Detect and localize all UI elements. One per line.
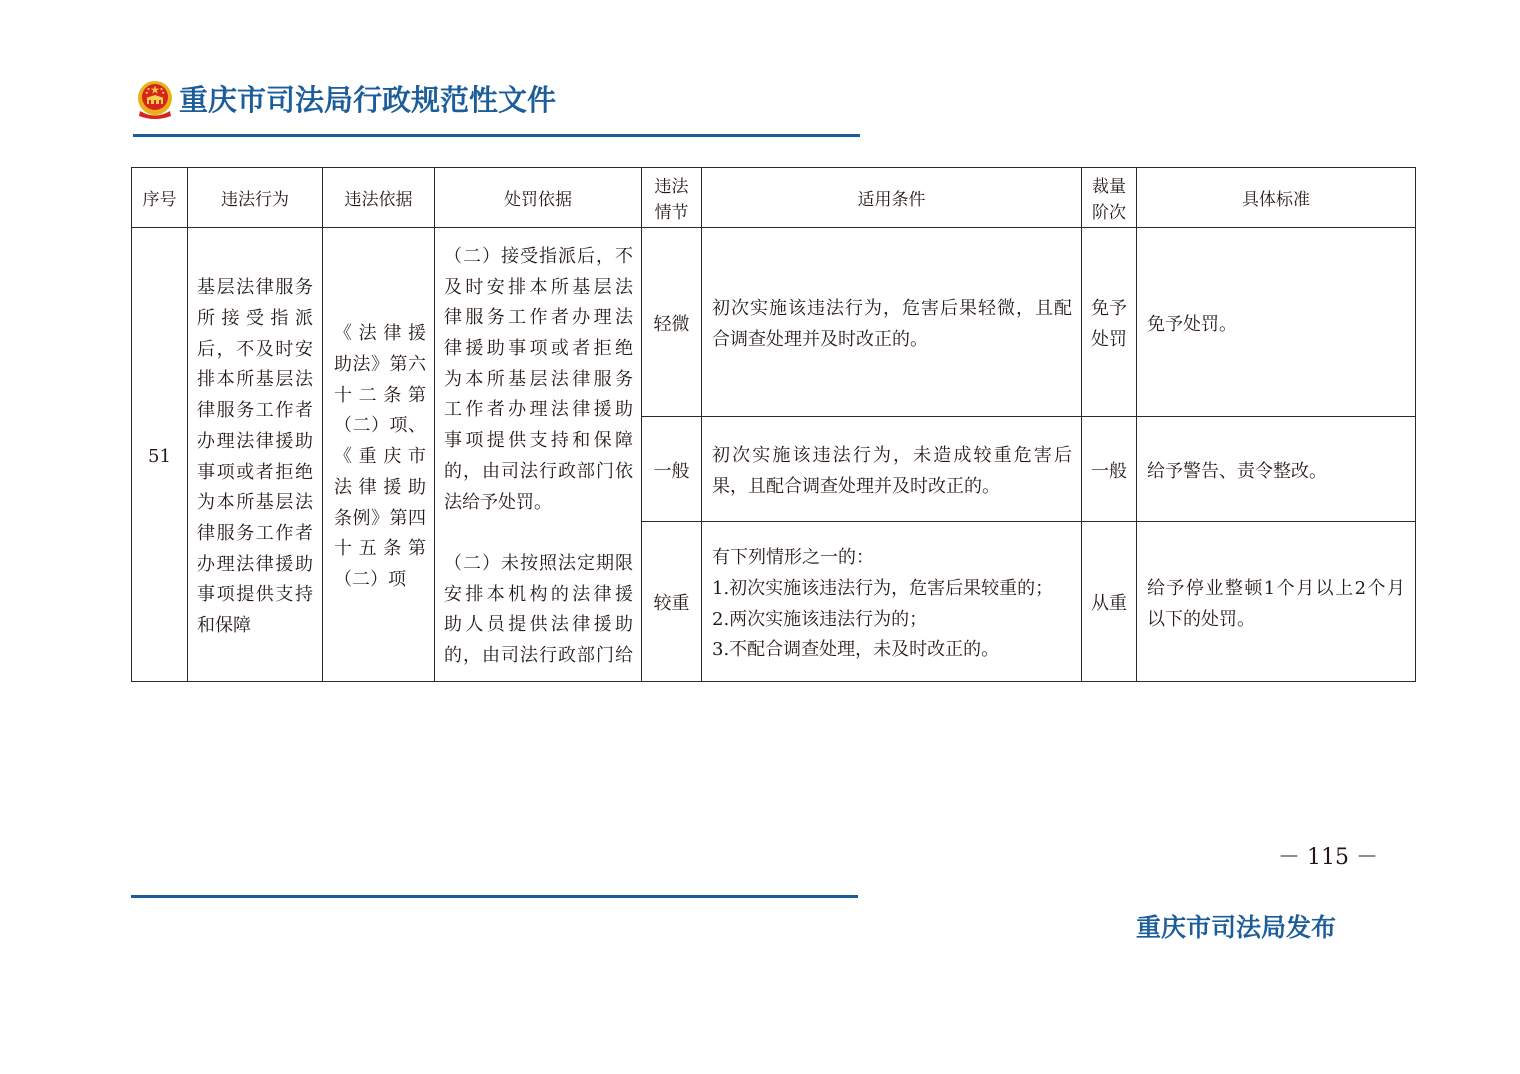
header-penalty-basis-label: 处罚依据 [504, 189, 572, 210]
behavior-cell [187, 227, 323, 682]
header-conditions-label: 适用条件 [857, 189, 926, 210]
penalty-basis-line: 工作者办理法律援助 [444, 399, 633, 421]
header-level-line: 阶次 [1092, 202, 1126, 223]
header-level-line: 裁量 [1092, 176, 1126, 197]
conditions-line: 果，且配合调查处理并及时改正的。 [712, 476, 1000, 497]
penalty-basis-line: 的，由司法行政部门给 [444, 644, 633, 666]
behavior-line: 律服务工作者 [197, 400, 313, 422]
behavior-line: 办理法律援助 [197, 553, 313, 575]
conditions-line: 有下列情形之一的： [712, 547, 874, 569]
conditions-line: 初次实施该违法行为，未造成较重危害后 [712, 445, 1072, 467]
penalty-basis-paragraph [444, 242, 633, 518]
entry-seq: 51 [148, 446, 171, 468]
basis-line: （二）项、 [334, 415, 426, 437]
behavior-text [197, 273, 313, 641]
grade-2-level [1081, 416, 1137, 522]
behavior-line: 为本所基层法 [197, 492, 313, 514]
penalty-discretion-table [131, 167, 1416, 682]
publisher: 重庆市司法局发布 [1136, 913, 1337, 942]
standard-text [1147, 310, 1405, 341]
behavior-line: 办理法律援助 [197, 430, 313, 452]
circumstance-label: 一般 [653, 460, 690, 482]
standard-line: 给予停业整顿1个月以上2个月 [1147, 577, 1405, 599]
header-basis-label: 违法依据 [344, 189, 413, 210]
header-basis [322, 167, 435, 228]
header-behavior [187, 167, 323, 228]
behavior-line: 和保障 [197, 614, 251, 636]
penalty-basis-line: 及时安排本所基层法 [444, 276, 633, 298]
standard-text [1147, 574, 1405, 635]
level-line: 免予 [1091, 298, 1127, 320]
penalty-basis-paragraph [444, 549, 633, 672]
basis-line: 条例》第四 [334, 507, 426, 529]
conditions-text [712, 294, 1072, 355]
grade-1-level [1081, 227, 1137, 417]
header-conditions [701, 167, 1082, 228]
penalty-basis-line: （二）接受指派后，不 [444, 246, 633, 267]
penalty-basis-line: 为本所基层法律服务 [444, 368, 633, 390]
circumstance-label: 较重 [653, 593, 690, 615]
behavior-line: 律服务工作者 [197, 522, 313, 544]
grade-1-circumstance [641, 227, 702, 417]
footer-rule [131, 895, 858, 898]
basis-line: 法律援助 [334, 476, 426, 498]
penalty-basis-line: 事项提供支持和保障 [444, 430, 633, 452]
header-seq [131, 167, 188, 228]
level-line: 一般 [1091, 460, 1127, 482]
conditions-line: 2.两次实施该违法行为的； [712, 608, 928, 630]
header-level [1081, 167, 1137, 228]
header-rule [133, 134, 860, 137]
conditions-line: 1.初次实施该违法行为，危害后果较重的； [712, 577, 1054, 599]
penalty-basis-line: 助人员提供法律援助 [444, 614, 633, 636]
level-line: 从重 [1091, 593, 1127, 615]
header-penalty-basis [434, 167, 642, 228]
penalty-basis-line: 律援助事项或者拒绝 [444, 338, 633, 360]
header-circumstance [641, 167, 702, 228]
penalty-basis-cell [434, 227, 642, 682]
behavior-line: 事项或者拒绝 [197, 461, 313, 483]
basis-line: 《重庆市 [334, 446, 426, 468]
grade-3-standard [1136, 521, 1416, 682]
conditions-text [712, 441, 1072, 502]
behavior-line: 后，不及时安 [197, 338, 313, 360]
grade-2-standard [1136, 416, 1416, 522]
penalty-basis-text [444, 242, 633, 672]
header-standard [1136, 167, 1416, 228]
entry-seq-cell [131, 227, 188, 682]
penalty-basis-line: 安排本机构的法律援 [444, 583, 633, 605]
grade-2-conditions [701, 416, 1082, 522]
standard-line: 以下的处罚。 [1147, 608, 1255, 630]
penalty-basis-line: 法给予处罚。 [444, 491, 552, 513]
penalty-basis-line: 律服务工作者办理法 [444, 307, 633, 329]
conditions-line: 初次实施该违法行为，危害后果轻微，且配 [712, 298, 1072, 320]
behavior-line: 所接受指派 [197, 308, 313, 330]
grade-3-circumstance [641, 521, 702, 682]
conditions-line: 3.不配合调查处理，未及时改正的。 [712, 639, 1000, 661]
behavior-line: 基层法律服务 [197, 277, 313, 299]
penalty-basis-line: （二）未按照法定期限 [444, 552, 633, 574]
basis-line: 十二条第 [334, 384, 426, 406]
header-circumstance-line: 情节 [654, 202, 689, 223]
standard-line: 免予处罚。 [1147, 313, 1237, 335]
behavior-line: 排本所基层法 [197, 369, 313, 391]
circumstance-label: 轻微 [653, 313, 690, 335]
basis-text [334, 319, 426, 595]
national-emblem-icon [136, 80, 174, 120]
penalty-basis-line: 的，由司法行政部门依 [444, 460, 633, 482]
behavior-line: 事项提供支持 [197, 584, 313, 606]
basis-line: 《法律援 [334, 323, 426, 345]
header-seq-label: 序号 [142, 189, 177, 210]
conditions-line: 合调查处理并及时改正的。 [712, 329, 928, 350]
basis-line: 十五条第 [334, 538, 426, 560]
conditions-text [712, 543, 1072, 666]
standard-text [1147, 457, 1405, 488]
basis-line: （二）项 [334, 568, 406, 590]
page-number: － 115 － [1278, 845, 1378, 870]
grade-1-standard [1136, 227, 1416, 417]
basis-cell [322, 227, 435, 682]
standard-line: 给予警告、责令整改。 [1147, 460, 1327, 482]
grade-3-level [1081, 521, 1137, 682]
header-behavior-label: 违法行为 [221, 189, 289, 210]
grade-3-conditions [701, 521, 1082, 682]
basis-line: 助法》第六 [334, 354, 426, 376]
level-line: 处罚 [1091, 329, 1127, 350]
header-circumstance-line: 违法 [654, 176, 689, 197]
grade-2-circumstance [641, 416, 702, 522]
document-series-title: 重庆市司法局行政规范性文件 [179, 83, 557, 117]
grade-1-conditions [701, 227, 1082, 417]
header-standard-label: 具体标准 [1242, 189, 1310, 210]
